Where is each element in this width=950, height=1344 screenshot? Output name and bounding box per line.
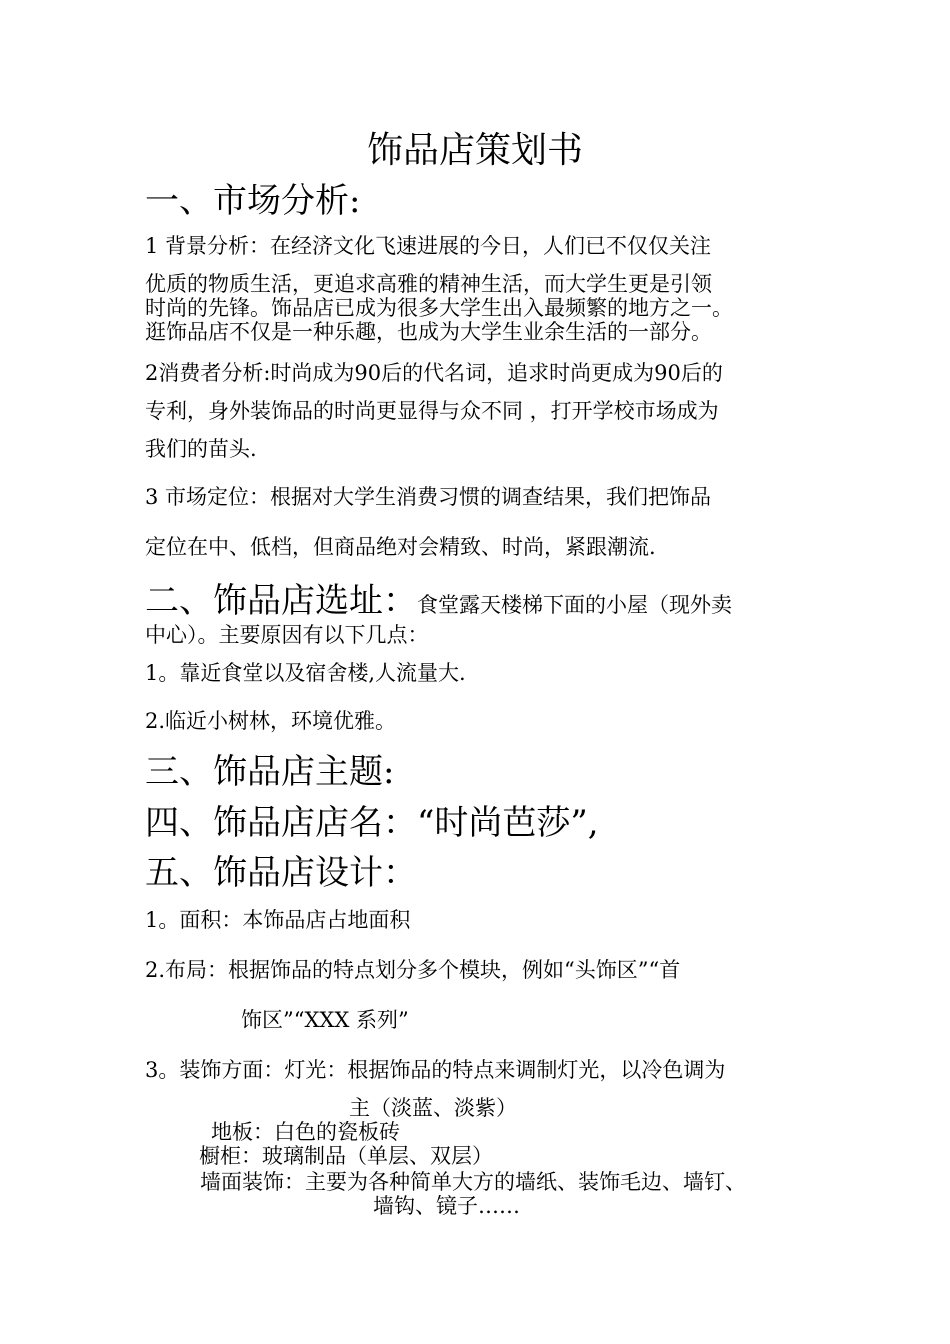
heading-location-text: 二、饰品店选址： [145, 581, 417, 621]
background-line-3: 时尚的先锋。饰品店已成为很多大学生出入最频繁的地方之一。 [145, 296, 733, 320]
location-line-2: 中心）。主要原因有以下几点： [145, 623, 429, 647]
background-line-4: 逛饰品店不仅是一种乐趣，也成为大学生业余生活的一部分。 [145, 320, 712, 344]
background-line-2: 优质的物质生活，更追求高雅的精神生活，而大学生更是引领 [145, 272, 712, 296]
document-title: 饰品店策划书 [366, 130, 583, 171]
background-line-1: 1 背景分析：在经济文化飞速进展的今日，人们已不仅仅关注 [145, 234, 712, 258]
heading-theme: 三、饰品店主题: [145, 752, 395, 792]
consumer-line-2: 专利，身外装饰品的时尚更显得与众不同 ，打开学校市场成为 [145, 399, 719, 423]
design-decor-line-2: 主（淡蓝、淡紫） [349, 1096, 517, 1120]
design-floor: 地板：白色的瓷板砖 [211, 1120, 400, 1144]
design-layout-line-2: 饰区”“XXX 系列” [241, 1008, 409, 1032]
design-wall-line-1: 墙面装饰：主要为各种简单大方的墙纸、装饰毛边、墙钉、 [200, 1170, 746, 1194]
heading-store-name: 四、饰品店店名：“时尚芭莎”, [145, 803, 599, 843]
location-reason-1: 1。靠近食堂以及宿舍楼,人流量大. [145, 661, 466, 685]
location-reason-2: 2.临近小树林，环境优雅。 [145, 709, 397, 733]
consumer-line-1: 2消费者分析:时尚成为90后的代名词，追求时尚更成为90后的 [145, 361, 723, 385]
design-layout-line-1: 2.布局：根据饰品的特点划分多个模块，例如“头饰区”“首 [145, 958, 681, 982]
positioning-line-2: 定位在中、低档，但商品绝对会精致、时尚，紧跟潮流. [145, 535, 656, 559]
positioning-line-1: 3 市场定位：根据对大学生消费习惯的调查结果，我们把饰品 [145, 485, 712, 509]
heading-market-analysis: 一、市场分析: [145, 181, 361, 221]
heading-design: 五、饰品店设计： [145, 853, 417, 893]
location-description: 食堂露天楼梯下面的小屋（现外卖 [417, 593, 732, 617]
design-area: 1。面积：本饰品店占地面积 [145, 908, 411, 932]
design-wall-line-2: 墙钩、镜子…… [373, 1194, 520, 1218]
consumer-line-3: 我们的苗头. [145, 437, 257, 461]
design-decor-line-1: 3。装饰方面：灯光：根据饰品的特点来调制灯光，以冷色调为 [145, 1058, 726, 1082]
design-cabinet: 橱柜：玻璃制品（单层、双层） [199, 1144, 493, 1168]
heading-location [145, 581, 732, 621]
